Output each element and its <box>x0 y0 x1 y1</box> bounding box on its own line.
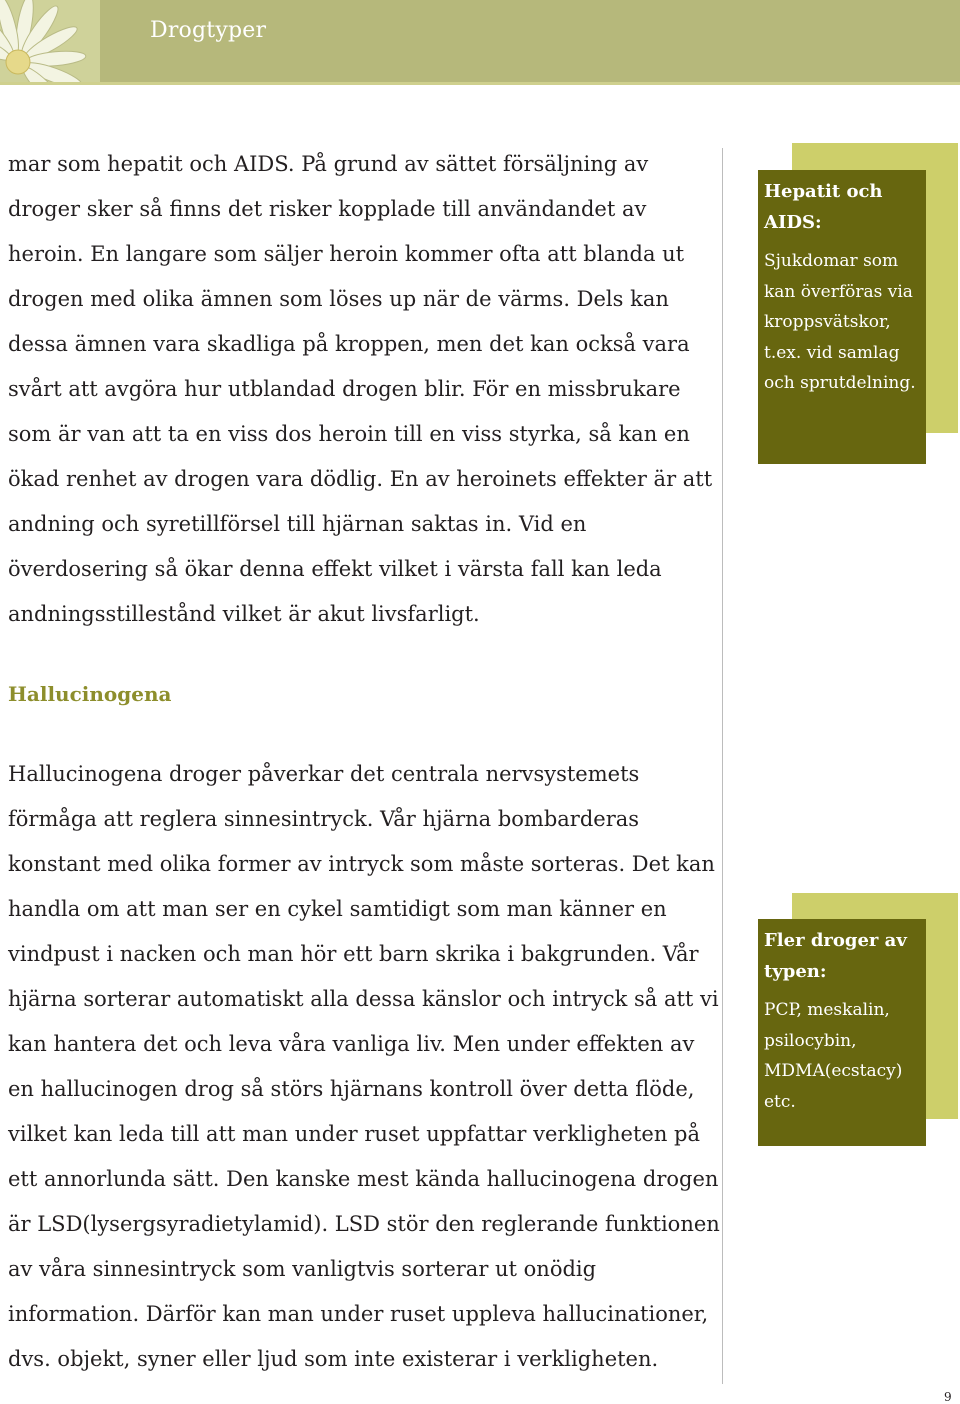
body-paragraph-heroin: mar som hepatit och AIDS. På grund av sättet försäljning av droger sker så finns det risker kopplade till användandet av heroin. En langare som säljer heroin kommer ofta att blanda ut drogen med olika ämnen som löses up när de värms. Dels kan dessa ämnen vara skadliga på kroppen, men det kan också vara svårt att avgöra hur utblandad drogen blir. För en missbrukare som är van att ta en viss dos heroin till en viss styrka, så kan en ökad renhet av drogen vara dödlig. En av heroinets effekter är att andning och syretillförsel till hjärnan saktas in. Vid en överdosering så ökar denna effekt vilket i värsta fall kan leda andningsstillestånd vilket är akut livsfarligt. <box>8 152 713 626</box>
sidebar-box-fler-droger <box>758 919 926 1146</box>
header-title: Drogtyper <box>150 18 267 43</box>
body-paragraph-hallucinogena: Hallucinogena droger påverkar det centrala nervsystemets förmåga att reglera sinnesintryck. Vår hjärna bombarderas konstant med olika former av intryck som måste sorteras. Det kan handla om att man ser en cykel samtidigt som man känner en vindpust i nacken och man hör ett barn skrika i bakgrunden. Vår hjärna sorterar automatiskt alla dessa känslor och intryck så att vi kan hantera det och leva våra vanliga liv. Men under effekten av en hallucinogen drog så störs hjärnans kontroll över detta flöde, vilket kan leda till att man under ruset uppfattar verkligheten på ett annorlunda sätt. Den kanske mest kända hallucinogena drogen är LSD(lysergsyradietylamid). LSD stör den reglerande funktionen av våra sinnesintryck som vanligtvis sorterar ut onödig information. Därför kan man under ruset uppleva hallucinationer, dvs. objekt, syner eller ljud som inte existerar i verkligheten. <box>8 762 720 1371</box>
sidebar-box-text: Sjukdomar som kan överföras via kroppsvätskor, t.ex. vid samlag och sprutdelning. <box>764 251 916 393</box>
header-divider <box>0 82 960 85</box>
sidebar-box-title: Fler droger av typen: <box>764 930 907 982</box>
sidebar-box-hepatit <box>758 170 926 464</box>
section-heading: Hallucinogena <box>8 682 172 706</box>
daisy-flower-icon <box>0 0 100 82</box>
page-number: 9 <box>944 1390 952 1404</box>
sidebar-box-title: Hepatit och AIDS: <box>764 181 883 233</box>
header-band <box>0 0 960 82</box>
sidebar-box-text: PCP, meskalin, psilocybin, MDMA(ecstacy) etc. <box>764 1000 903 1112</box>
column-divider <box>722 148 723 1384</box>
